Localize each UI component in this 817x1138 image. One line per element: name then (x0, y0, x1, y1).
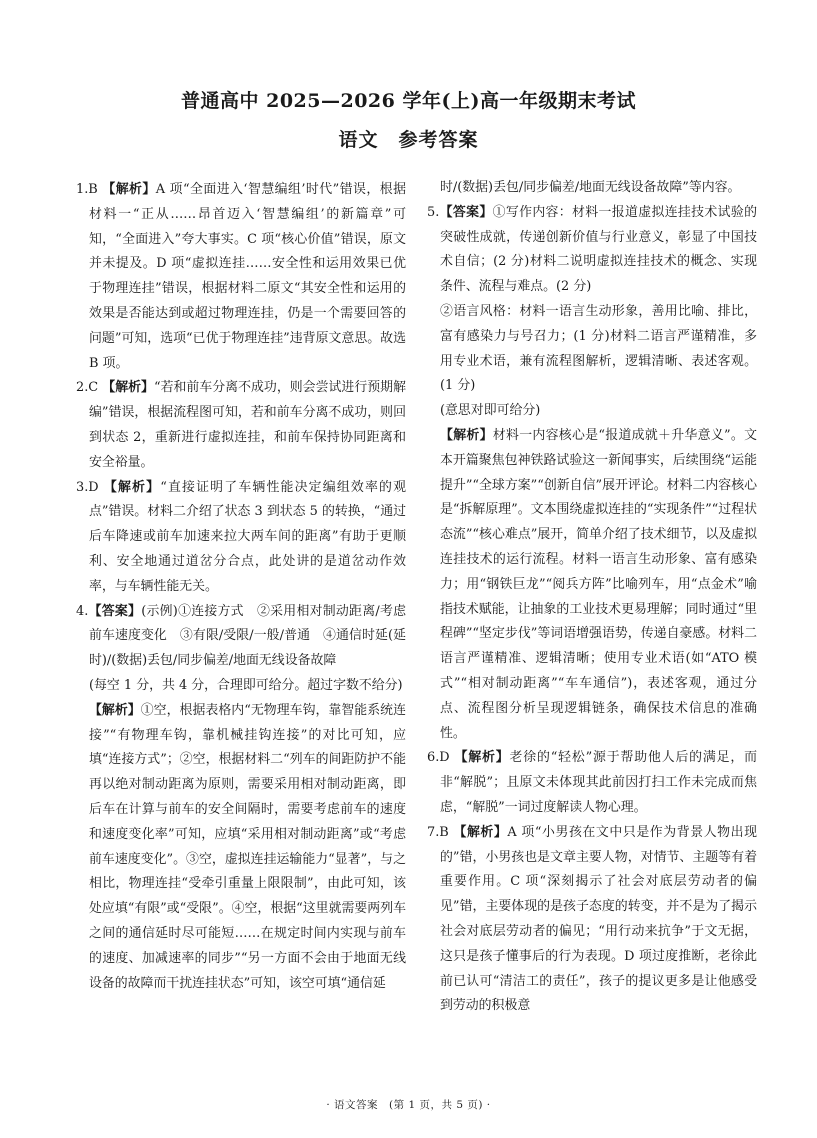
answer-item-3: 3.D 【解析】“直接证明了车辆性能决定编组效率的观点”错误。材料二介绍了状态 3 到状态 5 的转换，“通过后车降速或前车加速来拉大两车间的距离”有助于更顺利、安全地通过道岔分合点，此处讲的是道岔动作效率，与车辆性能无关。 (76, 479, 406, 594)
page-footer: · 语文答案 (第 1 页，共 5 页) · (326, 1099, 491, 1111)
page-title: 普通高中 2025—2026 学年(上)高一年级期末考试 (181, 90, 636, 112)
scoring-note-4: (每空 1 分，共 4 分，合理即可给分。超过字数不给分) (89, 677, 403, 693)
analysis-4: 【解析】①空，根据表格内“无物理车钩，靠智能系统连接”“有物理车钩，靠机械挂钩连接”的对比可知，应填“连接方式”；②空，根据材料二“列车的间距防护不能再以绝对制动距离为原则，需要采用相对制动距离，即后车在计算与前车的安全间隔时，需要考虑前车的速度和速度变化率”可知，应填“采用相对制动距离”或“考虑前车速度变化”。③空，虚拟连挂运输能力“显著”，与之相比，物理连挂“受牵引重量上限限制”，由此可知，该处应填“有限”或“受限”。④空，根据“这里就需要两列车之间的通信延时尽可能短……在规定时间内实现与前车的速度、加减速率的同步”“另一方面不会由于地面无线设备的故障而干扰连挂状态”可知，该空可填“通信延 (89, 702, 406, 991)
analysis-5: 【解析】材料一内容核心是“报道成就＋升华意义”。文本开篇聚焦包神铁路试验这一新闻事实，后续围绕“运能提升”“全球方案”“创新自信”展开评论。材料二内容核心是“拆解原理”。文本围绕虚拟连挂的“实现条件”“过程状态流”“核心难点”展开，简单介绍了技术细节，以及虚拟连挂技术的运行流程。材料一语言生动形象、富有感染力；用“钢铁巨龙”“阅兵方阵”比喻列车，用“点金术”喻指技术赋能，让抽象的工业技术更易理解；同时通过“里程碑”“坚定步伐”等词语增强语势，传递自豪感。材料二语言严谨精准、逻辑清晰；使用专业术语(如“ATO 模式”“相对制动距离”“车车通信”)，表述客观，通过分点、流程图分析呈现逻辑链条，确保技术信息的准确性。 (440, 427, 758, 741)
left-column (76, 178, 406, 996)
answer-item-7: 7.B 【解析】A 项“小男孩在文中只是作为背景人物出现的”错，小男孩也是文章主要人物，对情节、主题等有着重要作用。C 项“深刻揭示了社会对底层劳动者的偏见”错，主要体现的是孩子态度的转变，并不是为了揭示社会对底层劳动者的偏见；“用行动来抗争”于文无据，这只是孩子懂事后的行为表现。D 项过度推断，老徐此前已认可“清洁工的责任”，孩子的提议更多是让他感受到劳动的积极意 (427, 824, 758, 1014)
answer-item-5-style: ②语言风格：材料一语言生动形象，善用比喻、排比，富有感染力与号召力；(1 分)材料二语言严谨精准，多用专业术语，兼有流程图解析，逻辑清晰、表述客观。(1 分) (440, 303, 757, 394)
answer-item-4: 4.【答案】(示例)①连接方式 ②采用相对制动距离/考虑前车速度变化 ③有限/受限/一般/普通 ④通信时延(延时)/(数据)丢包/同步偏差/地面无线设备故障 (76, 603, 406, 669)
answer-item-6: 6.D 【解析】老徐的“轻松”源于帮助他人后的满足，而非“解脱”；且原文未体现其此前因打扫工作未完成而焦虑，“解脱”一词过度解读人物心理。 (427, 750, 758, 815)
answer-item-2: 2.C 【解析】“若和前车分离不成功，则会尝试进行预期解编”错误，根据流程图可知，若和前车分离不成功，则回到状态 2，重新进行虚拟连挂，和前车保持协同距离和安全裕量。 (76, 380, 406, 470)
analysis-4-continued: 时/(数据)丢包/同步偏差/地面无线设备故障”等内容。 (440, 180, 741, 195)
right-column (427, 176, 757, 1019)
page-subtitle: 语文 参考答案 (338, 129, 479, 151)
answer-item-5: 5.【答案】①写作内容：材料一报道虚拟连挂技术试验的突破性成就，传递创新价值与行业意义，彰显了中国技术自信；(2 分)材料二说明虚拟连挂技术的概念、实现条件、流程与难点。(2 分) (427, 204, 758, 295)
scoring-note-5: (意思对即可给分) (440, 403, 541, 419)
answer-item-1: 1.B 【解析】A 项“全面进入‘智慧编组’时代”错误，根据材料一“正从……昂首迈入‘智慧编组’的新篇章”可知，“全面进入”夸大事实。C 项“核心价值”错误，原文并未提及。D 项“虚拟连挂……安全性和运用效果已优于物理连挂”错误，根据材料二原文“其安全性和运用的效果是否能达到或超过物理连挂，仍是一个需要回答的问题”可知，选项“已优于物理连挂”违背原文意思。故选 B 项。 (76, 182, 406, 371)
